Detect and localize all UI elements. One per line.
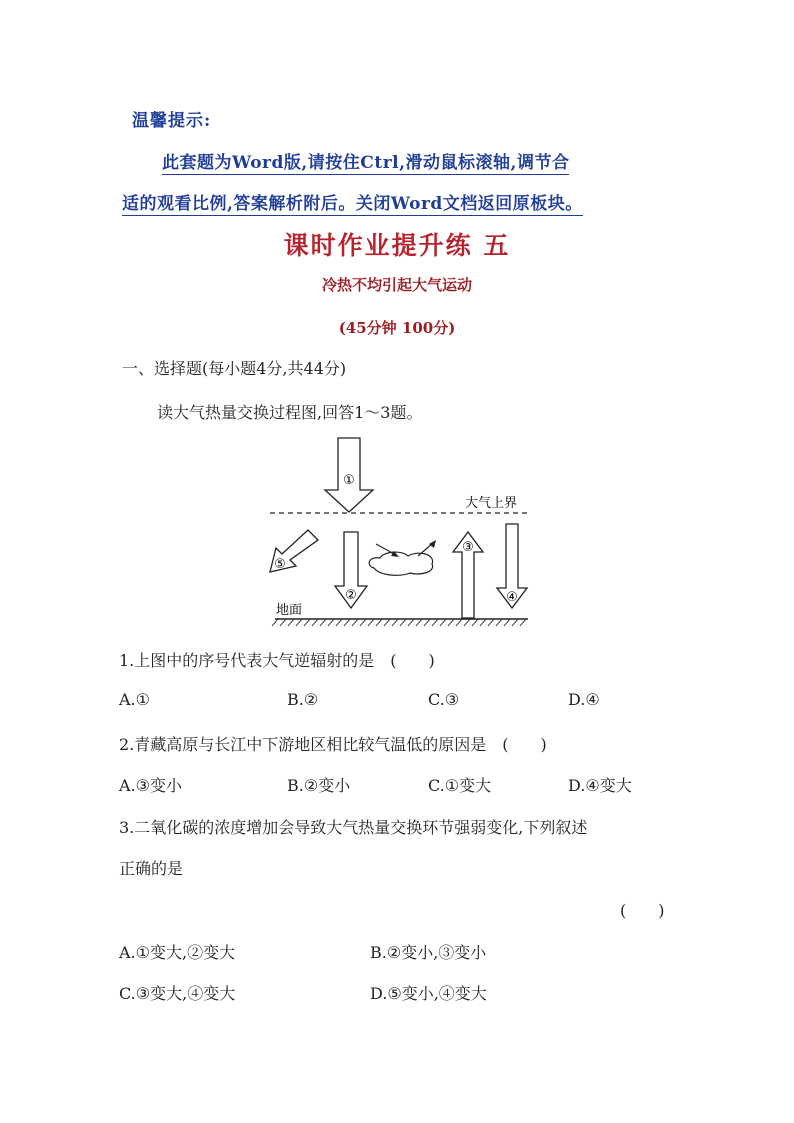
cloud-shape	[369, 552, 432, 575]
tip-title: 温馨提示:	[132, 111, 212, 131]
question-3-option-a[interactable]: A.①变大,②变大	[119, 943, 236, 962]
question-2-option-c[interactable]: C.①变大	[428, 776, 492, 795]
section-heading: 一、选择题(每小题4分,共44分)	[122, 359, 347, 378]
section-intro: 读大气热量交换过程图,回答1～3题。	[157, 403, 423, 422]
ground-hatching	[272, 619, 526, 626]
question-1-stem: 1.上图中的序号代表大气逆辐射的是 ( )	[119, 651, 435, 670]
arrow-5-label: ⑤	[274, 557, 286, 572]
question-3-stem-line-1: 3.二氧化碳的浓度增加会导致大气热量交换环节强弱变化,下列叙述	[119, 818, 588, 837]
tip-line-2: 适的观看比例,答案解析附后。关闭Word文档返回原板块。	[122, 189, 583, 216]
time-score: (45分钟 100分)	[338, 319, 456, 337]
question-3-stem-line-2: 正确的是	[119, 859, 184, 878]
tip-line-1: 此套题为Word版,请按住Ctrl,滑动鼠标滚轴,调节合	[162, 148, 569, 175]
question-2-stem: 2.青藏高原与长江中下游地区相比较气温低的原因是 ( )	[119, 735, 547, 754]
question-1-option-b[interactable]: B.②	[287, 690, 319, 709]
page-subtitle: 冷热不均引起大气运动	[321, 276, 472, 294]
question-3-answer-blank: ( )	[620, 901, 665, 920]
ground-label: 地面	[276, 603, 303, 618]
heat-exchange-diagram	[260, 434, 540, 630]
question-1-option-d[interactable]: D.④	[568, 690, 600, 709]
question-3-option-b[interactable]: B.②变小,③变小	[370, 943, 487, 962]
arrow-3-label: ③	[462, 540, 474, 555]
question-1-option-a[interactable]: A.①	[119, 690, 150, 709]
question-2-option-a[interactable]: A.③变小	[119, 776, 182, 795]
question-1-option-c[interactable]: C.③	[428, 690, 460, 709]
arrow-2-label: ②	[345, 588, 357, 603]
question-2-option-b[interactable]: B.②变小	[287, 776, 351, 795]
page-title: 课时作业提升练 五	[283, 231, 511, 260]
question-3-option-c[interactable]: C.③变大,④变大	[119, 984, 236, 1003]
arrow-1-label: ①	[343, 473, 355, 488]
question-2-option-d[interactable]: D.④变大	[568, 776, 632, 795]
question-3-option-d[interactable]: D.⑤变小,④变大	[370, 984, 487, 1003]
atmosphere-top-label: 大气上界	[465, 496, 518, 511]
arrow-4-label: ④	[506, 590, 518, 605]
